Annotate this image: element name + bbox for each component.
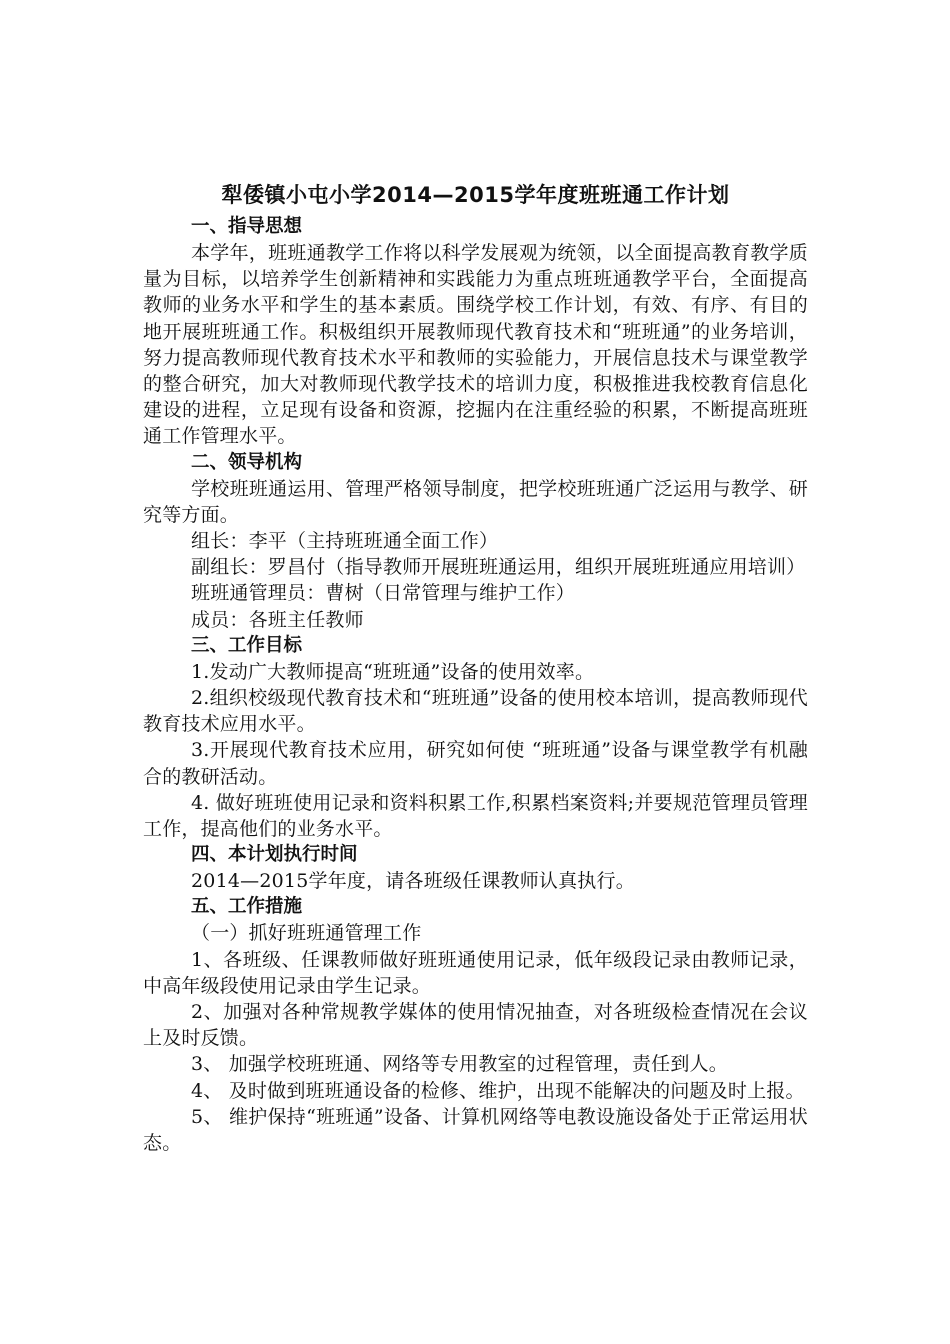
- section-heading: 一、指导思想: [191, 216, 303, 237]
- document-page: [143, 178, 808, 1156]
- measure-item: 1、各班级、任课教师做好班班通使用记录，低年级段记录由教师记录，中高年级段使用记录由学生记录。: [143, 948, 808, 997]
- section-heading: 四、本计划执行时间: [191, 844, 358, 866]
- section-heading: 二、领导机构: [191, 451, 303, 473]
- section-leadership: [143, 450, 808, 633]
- measure-item: 3、 加强学校班班通、网络等专用教室的过程管理，责任到人。: [191, 1053, 728, 1076]
- goal-item: 4. 做好班班使用记录和资料积累工作,积累档案资料;并要规范管理员管理工作，提高他们的业务水平。: [143, 791, 808, 841]
- paragraph: 本学年，班班通教学工作将以科学发展观为统领，以全面提高教育教学质量为目标，以培养学生创新精神和实践能力为重点班班通教学平台，全面提高教师的业务水平和学生的基本素质。围绕学校工作计划，有效、有序、有目的地开展班班通工作。积极组织开展教师现代教育技术和“班班通”的业务培训，努力提高教师现代教育技术水平和教师的实验能力，开展信息技术与课堂教学的整合研究，加大对教师现代教学技术的培训力度，积极推进我校教育信息化建设的进程，立足现有设备和资源，挖掘内在注重经验的积累，不断提高班班通工作管理水平。: [143, 242, 808, 448]
- paragraph: 学校班班通运用、管理严格领导制度，把学校班班通广泛运用与教学、研究等方面。: [143, 477, 808, 526]
- section-heading: 三、工作目标: [191, 634, 303, 656]
- members-line: 成员：各班主任教师: [191, 608, 364, 631]
- goal-item: 2.组织校级现代教育技术和“班班通”设备的使用校本培训，提高教师现代教育技术应用水平。: [143, 687, 808, 736]
- leader-line: 组长：李平（主持班班通全面工作）: [191, 530, 499, 553]
- measure-item: 4、 及时做到班班通设备的检修、维护，出现不能解决的问题及时上报。: [191, 1079, 805, 1102]
- section-work-measures: [143, 894, 808, 1156]
- document-title: 犁倭镇小屯小学2014—2015学年度班班通工作计划: [221, 183, 730, 207]
- measure-item: 2、加强对各种常规教学媒体的使用情况抽查，对各班级检查情况在会议上及时反馈。: [143, 1001, 808, 1050]
- section-work-goals: [143, 633, 808, 842]
- measure-item: 5、 维护保持“班班通”设备、计算机网络等电教设施设备处于正常运用状态。: [143, 1105, 808, 1155]
- section-heading: 五、工作措施: [191, 896, 303, 918]
- subsection-heading: （一）抓好班班通管理工作: [191, 922, 422, 945]
- section-guiding-ideology: [143, 214, 808, 450]
- deputy-leader-line: 副组长：罗昌付（指导教师开展班班通运用，组织开展班班通应用培训）: [191, 556, 806, 579]
- administrator-line: 班班通管理员：曹树（日常管理与维护工作）: [191, 582, 576, 605]
- goal-item: 3.开展现代教育技术应用，研究如何使 “班班通”设备与课堂教学有机融合的教研活动。: [143, 739, 808, 788]
- paragraph: 2014—2015学年度，请各班级任课教师认真执行。: [191, 870, 635, 893]
- goal-item: 1.发动广大教师提高“班班通”设备的使用效率。: [191, 660, 595, 683]
- section-execution-time: [143, 842, 808, 894]
